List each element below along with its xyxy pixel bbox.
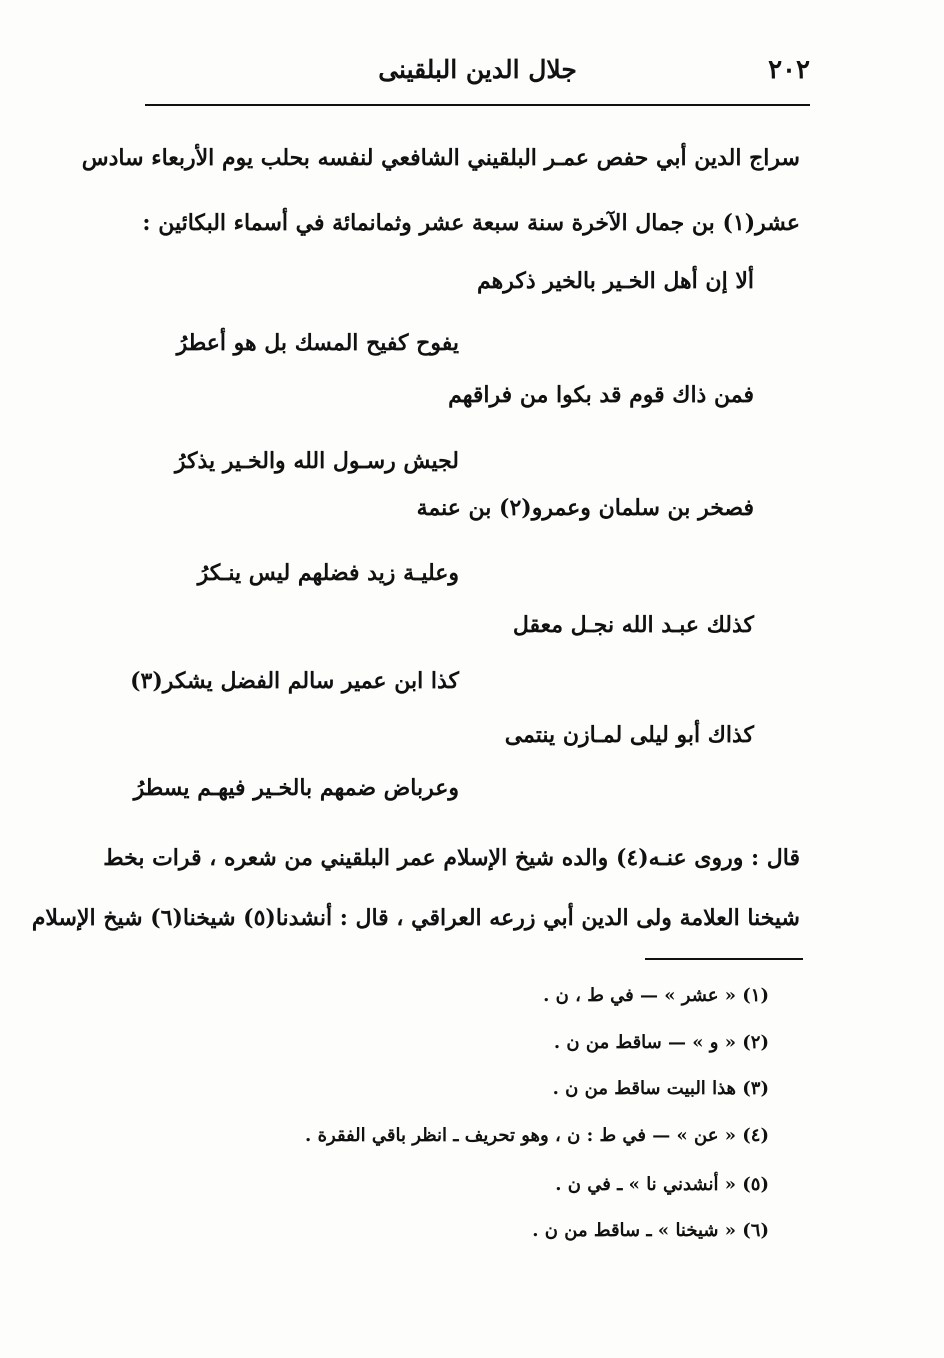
footnote-1: (١) « عشر » — في ط ، ن . — [543, 985, 769, 1006]
verse-hemistich-9: كذاك أبو ليلى لمـازن ينتمى — [504, 722, 754, 748]
verse-hemistich-1: ألا إن أهل الخـير بالخير ذكرهم — [477, 268, 754, 294]
verse-hemistich-10: وعرباض ضمهم بالخـير فيهـم يسطرُ — [133, 775, 459, 801]
page-header — [145, 55, 810, 101]
running-title: جلال الدين البلقينى — [378, 55, 577, 84]
header-rule — [145, 104, 810, 106]
footnote-5: (٥) « أنشدني نا » ـ في ن . — [555, 1174, 769, 1195]
footnote-2: (٢) « و » — ساقط من ن . — [553, 1032, 769, 1053]
footnote-rule — [645, 958, 803, 960]
verse-hemistich-5: فصخر بن سلمان وعمرو(٢) بن عنمة — [416, 495, 754, 521]
footnote-4: (٤) « عن » — في ط : ن ، وهو تحريف ـ انظر باقي الفقرة . — [305, 1125, 769, 1146]
verse-hemistich-7: كذلك عبـد الله نجـل معقل — [512, 612, 754, 638]
prose2-line-2: شيخنا العلامة ولى الدين أبي زرعه العراقي ، قال : أنشدنا(٥) شيخنا(٦) شيخ الإسلام — [31, 905, 800, 931]
footnote-3: (٣) هذا البيت ساقط من ن . — [552, 1078, 769, 1099]
verse-hemistich-3: فمن ذاك قوم قد بكوا من فراقهم — [448, 382, 754, 408]
verse-hemistich-2: يفوح كفيح المسك بل هو أعطرُ — [176, 330, 459, 356]
footnote-6: (٦) « شيخنا » ـ ساقط من ن . — [532, 1220, 769, 1241]
verse-hemistich-8: كذا ابن عمير سالم الفضل يشكر(٣) — [130, 668, 459, 694]
prose2-line-1: قال : وروى عنـه(٤) والده شيخ الإسلام عمر البلقيني من شعره ، قرات بخط — [103, 845, 800, 871]
verse-hemistich-4: لجيش رسـول الله والخـير يذكرُ — [174, 448, 459, 474]
page-number: ٢٠٢ — [768, 55, 810, 85]
prose-line-1: سراج الدين أبي حفص عمـر البلقيني الشافعي لنفسه بحلب يوم الأربعاء سادس — [81, 145, 800, 171]
verse-hemistich-6: وعليـة زيد فضلهم ليس ينـكرُ — [197, 560, 459, 586]
prose-line-2: عشر(١) بن جمال الآخرة سنة سبعة عشر وثمانمائة في أسماء البكائين : — [142, 210, 800, 236]
